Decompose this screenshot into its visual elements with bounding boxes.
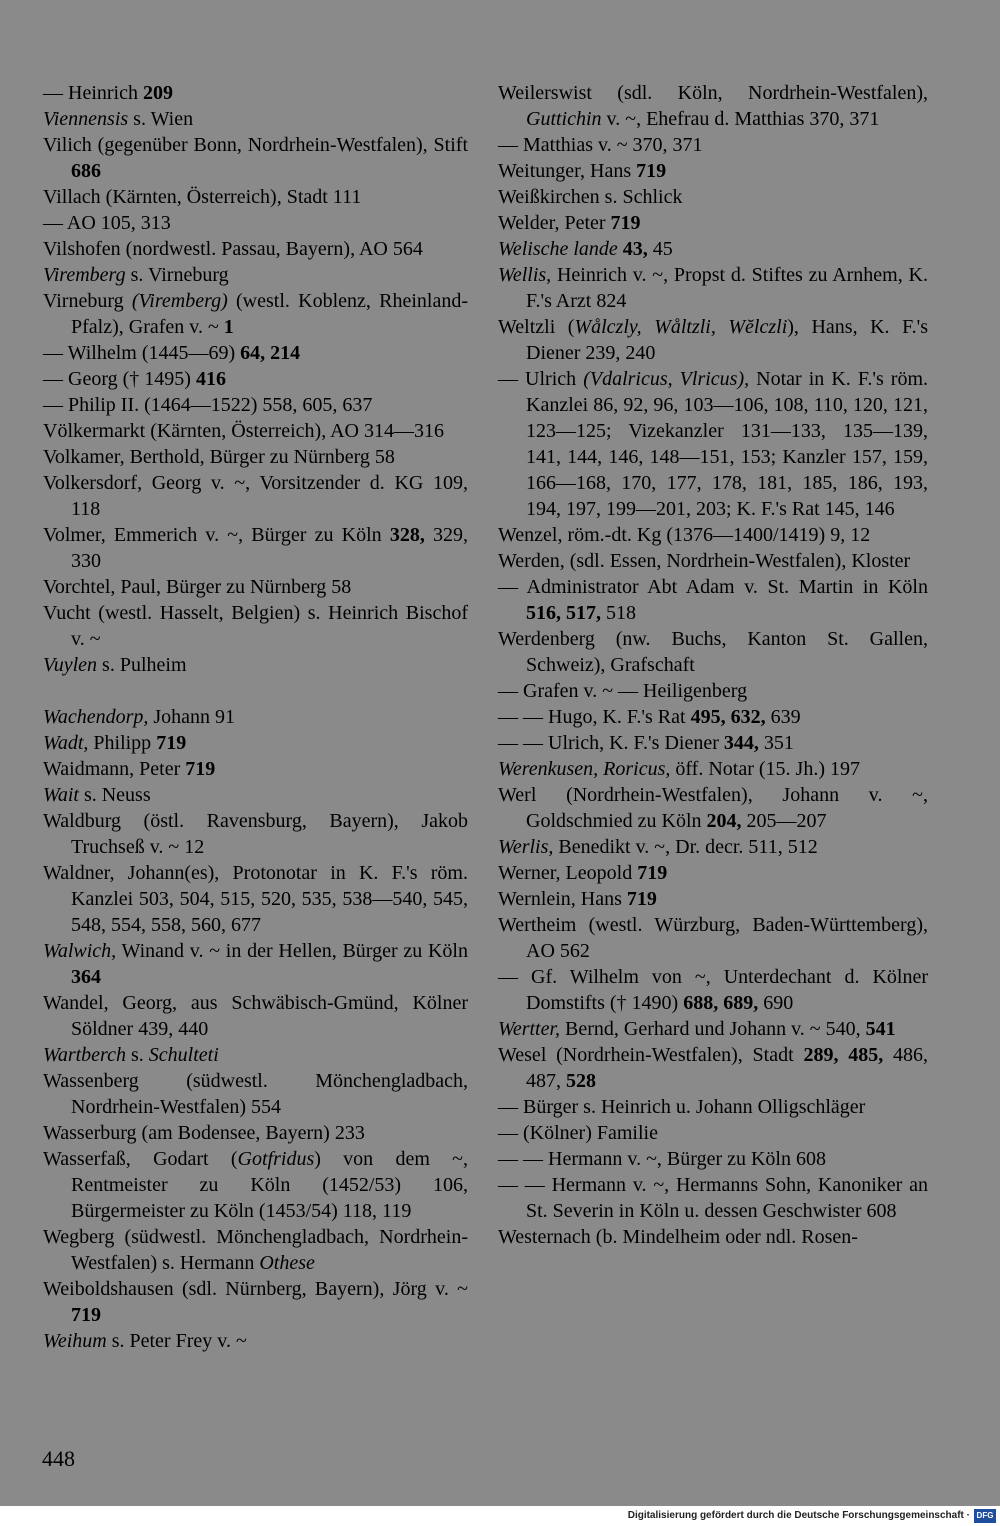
entry-text: — AO 105, 313	[43, 212, 171, 234]
entry-text: 518	[601, 602, 636, 624]
entry-text: Guttichin	[526, 108, 602, 130]
entry-text: Vucht (westl. Hasselt, Belgien) s. Heinrich Bischof v. ~	[43, 602, 468, 650]
entry-text: 719	[185, 758, 216, 780]
index-entry	[498, 886, 928, 912]
entry-text: Notar in K. F.'s röm. Kanzlei 86, 92, 96, 103—106, 108, 110, 120, 121, 123—125; Vizekanzler 131—133, 135—139, 141, 144, 146, 148—151, 153; Kanzler 157, 159, 166—168, 170, 177, 178, 181, 185, 186, 193, 194, 197, 199—201, 203; K. F.'s Rat 145, 146	[526, 368, 928, 520]
entry-text: s. Virneburg	[125, 264, 229, 286]
entry-text: Philipp	[88, 732, 157, 754]
index-entry	[43, 80, 468, 106]
entry-text: — Gf. Wilhelm von ~, Unterdechant d. Kölner Domstifts († 1490)	[498, 966, 928, 1014]
right-column	[498, 80, 928, 1250]
entry-text: 541	[865, 1018, 896, 1040]
index-entry	[43, 106, 468, 132]
entry-text: 719	[610, 212, 641, 234]
entry-text: Wassenberg (südwestl. Mönchengladbach, Nordrhein-Westfalen) 554	[43, 1070, 468, 1118]
entry-text: 688, 689,	[683, 992, 759, 1014]
index-entry	[43, 808, 468, 860]
entry-text: Wesel (Nordrhein-Westfalen), Stadt	[498, 1044, 804, 1066]
entry-text: — — Hugo, K. F.'s Rat	[498, 706, 691, 728]
entry-text: Völkermarkt (Kärnten, Österreich), AO 314—316	[43, 420, 444, 442]
entry-text: 1	[223, 316, 234, 338]
index-entry	[498, 1120, 928, 1146]
entry-text: — Grafen v. ~ — Heiligenberg	[498, 680, 748, 702]
index-entry	[498, 1146, 928, 1172]
entry-text: 204,	[706, 810, 742, 832]
entry-text: s. Pulheim	[97, 654, 187, 676]
entry-text: 719	[636, 160, 667, 182]
entry-text: Wålczly, Wåltzli, Wĕlczli	[574, 316, 788, 338]
entry-text: Wenzel, röm.-dt. Kg (1376—1400/1419) 9, 12	[498, 524, 871, 546]
index-entry	[498, 132, 928, 158]
entry-text: ), Hans, K. F.'s Diener 239, 240	[526, 316, 928, 364]
entry-text: Waldner, Johann(es), Protonotar in K. F.'s röm. Kanzlei 503, 504, 515, 520, 535, 538—540, 545, 548, 554, 558, 560, 677	[43, 862, 468, 936]
index-entry	[43, 236, 468, 262]
entry-text: ) von dem ~, Rentmeister zu Köln (1452/53) 106, Bürgermeister zu Köln (1453/54) 118, 119	[71, 1148, 468, 1222]
entry-text: Waidmann, Peter	[43, 758, 186, 780]
index-entry	[498, 834, 928, 860]
entry-text: Villach (Kärnten, Österreich), Stadt 111	[43, 186, 362, 208]
index-entry	[498, 184, 928, 210]
entry-text: v. ~, Ehefrau d. Matthias 370, 371	[601, 108, 880, 130]
index-entry	[43, 366, 468, 392]
entry-text: Othese	[259, 1252, 315, 1274]
index-entry	[43, 392, 468, 418]
entry-text: Werl (Nordrhein-Westfalen), Johann v. ~, Goldschmied zu Köln	[498, 784, 928, 832]
entry-text: Vilich (gegenüber Bonn, Nordrhein-Westfalen), Stift	[43, 134, 468, 156]
entry-text: Benedikt v. ~, Dr. decr. 511, 512	[553, 836, 818, 858]
page-number: 448	[42, 1446, 75, 1471]
index-entry	[498, 730, 928, 756]
index-entry	[498, 678, 928, 704]
index-entry	[43, 470, 468, 522]
index-entry	[498, 548, 928, 574]
entry-text: — — Hermann v. ~, Bürger zu Köln 608	[498, 1148, 826, 1170]
entry-text: Volmer, Emmerich v. ~, Bürger zu Köln	[43, 524, 390, 546]
entry-text: Wait	[43, 784, 79, 806]
entry-text: 719	[156, 732, 187, 754]
index-entry	[498, 626, 928, 678]
index-entry	[43, 444, 468, 470]
entry-text: — (Kölner) Familie	[498, 1122, 658, 1144]
entry-text: Werner, Leopold	[498, 862, 638, 884]
entry-text: 528	[566, 1070, 596, 1092]
index-entry	[43, 210, 468, 236]
entry-text: Wachendorp,	[43, 706, 149, 728]
left-column	[43, 80, 468, 1354]
entry-text: Werdenberg (nw. Buchs, Kanton St. Gallen, Schweiz), Grafschaft	[498, 628, 928, 676]
index-entry	[498, 964, 928, 1016]
entry-text: Heinrich v. ~, Propst d. Stiftes zu Arnhem, K. F.'s Arzt 824	[526, 264, 928, 312]
entry-text: Walwich,	[43, 940, 117, 962]
index-entry	[43, 1120, 468, 1146]
entry-text: Viremberg	[43, 264, 126, 286]
index-entry	[43, 860, 468, 938]
entry-text: Wadt,	[43, 732, 89, 754]
index-entry	[498, 912, 928, 964]
entry-text: — Bürger s. Heinrich u. Johann Olligschläger	[498, 1096, 866, 1118]
entry-text: 205—207	[741, 810, 827, 832]
index-entry	[43, 1146, 468, 1224]
entry-text: Wasserfaß, Godart (	[43, 1148, 238, 1170]
entry-text: — — Ulrich, K. F.'s Diener	[498, 732, 724, 754]
entry-text: 351	[758, 732, 794, 754]
index-entry	[498, 158, 928, 184]
entry-text: 416	[195, 368, 226, 390]
index-entry	[498, 262, 928, 314]
index-entry	[43, 704, 468, 730]
index-entry	[43, 184, 468, 210]
entry-text: Westernach (b. Mindelheim oder ndl. Rosen-	[498, 1226, 858, 1248]
entry-text: Wasserburg (am Bodensee, Bayern) 233	[43, 1122, 365, 1144]
index-entry	[498, 574, 928, 626]
entry-text: Volkamer, Berthold, Bürger zu Nürnberg 58	[43, 446, 395, 468]
entry-text: — Philip II. (1464—1522) 558, 605, 637	[43, 394, 373, 416]
entry-text: s.	[125, 1044, 149, 1066]
index-entry	[498, 1172, 928, 1224]
entry-text: Bernd, Gerhard und Johann v. ~ 540,	[560, 1018, 866, 1040]
entry-text: Werden, (sdl. Essen, Nordrhein-Westfalen), Kloster	[498, 550, 911, 572]
entry-text: Gotfridus	[237, 1148, 315, 1170]
entry-text: 719	[637, 862, 668, 884]
entry-text: 495, 632,	[690, 706, 766, 728]
entry-text: Wartberch	[43, 1044, 126, 1066]
index-entry	[43, 288, 468, 340]
entry-text: Virneburg	[43, 290, 132, 312]
entry-text: — Georg († 1495)	[43, 368, 196, 390]
entry-text: Wernlein, Hans	[498, 888, 627, 910]
entry-text: 364	[71, 966, 101, 988]
index-entry	[43, 600, 468, 652]
index-entry	[43, 574, 468, 600]
section-gap	[43, 678, 468, 704]
index-entry	[498, 1016, 928, 1042]
index-entry	[43, 522, 468, 574]
dfg-logo-icon: DFG	[974, 1509, 996, 1523]
index-entry	[43, 1068, 468, 1120]
footer-credit: Digitalisierung gefördert durch die Deutsche Forschungsgemeinschaft ·	[627, 1510, 970, 1521]
entry-text: 690	[758, 992, 794, 1014]
index-entry	[43, 132, 468, 184]
entry-text: (Vdalricus, Vlricus),	[583, 368, 750, 390]
index-entry	[43, 938, 468, 990]
entry-text: 686	[71, 160, 101, 182]
entry-text: (Viremberg)	[131, 290, 228, 312]
index-entry	[498, 522, 928, 548]
entry-text: 64, 214	[240, 342, 301, 364]
index-entry	[498, 236, 928, 262]
entry-text: Vorchtel, Paul, Bürger zu Nürnberg 58	[43, 576, 352, 598]
entry-text: 289, 485,	[803, 1044, 884, 1066]
entry-text: — Heinrich	[43, 82, 143, 104]
entry-text: — Wilhelm (1445—69)	[43, 342, 241, 364]
entry-text: Welische lande	[498, 238, 618, 260]
index-entry	[498, 860, 928, 886]
entry-text: Weltzli (	[498, 316, 575, 338]
index-entry	[43, 262, 468, 288]
entry-text: Wellis,	[498, 264, 552, 286]
entry-text: Weißkirchen s. Schlick	[498, 186, 683, 208]
entry-text: Welder, Peter	[498, 212, 611, 234]
entry-text: Schulteti	[148, 1044, 219, 1066]
index-entry	[43, 730, 468, 756]
entry-text: Weiboldshausen (sdl. Nürnberg, Bayern), Jörg v. ~	[43, 1278, 468, 1300]
entry-text: Waldburg (östl. Ravensburg, Bayern), Jakob Truchseß v. ~ 12	[43, 810, 468, 858]
entry-text: 639	[765, 706, 801, 728]
entry-text: Vilshofen (nordwestl. Passau, Bayern), AO 564	[43, 238, 423, 260]
entry-text: 719	[71, 1304, 101, 1326]
index-entry	[498, 210, 928, 236]
index-entry	[43, 782, 468, 808]
entry-text: Vuylen	[43, 654, 98, 676]
index-entry	[43, 990, 468, 1042]
entry-text: 43,	[622, 238, 648, 260]
entry-text: Werenkusen, Roricus,	[498, 758, 671, 780]
entry-text: Wertter,	[498, 1018, 561, 1040]
index-entry	[498, 1224, 928, 1250]
entry-text: Volkersdorf, Georg v. ~, Vorsitzender d. KG 109, 118	[43, 472, 468, 520]
index-entry	[498, 704, 928, 730]
entry-text: 45	[647, 238, 673, 260]
entry-text: Wandel, Georg, aus Schwäbisch-Gmünd, Kölner Söldner 439, 440	[43, 992, 468, 1040]
index-entry	[43, 1042, 468, 1068]
entry-text: 486, 487,	[526, 1044, 929, 1092]
entry-text: s. Neuss	[78, 784, 151, 806]
index-entry	[43, 652, 468, 678]
entry-text: 329, 330	[71, 524, 469, 572]
entry-text: 344,	[723, 732, 759, 754]
entry-text: Johann 91	[148, 706, 236, 728]
entry-text: — Ulrich	[498, 368, 584, 390]
index-entry	[498, 782, 928, 834]
entry-text: s. Wien	[128, 108, 194, 130]
entry-text: Weilerswist (sdl. Köln, Nordrhein-Westfalen),	[498, 82, 928, 104]
index-entry	[43, 340, 468, 366]
index-entry	[43, 418, 468, 444]
index-entry	[498, 756, 928, 782]
index-entry	[498, 1042, 928, 1094]
entry-text: Wegberg (südwestl. Mönchengladbach, Nordrhein-Westfalen) s. Hermann	[43, 1226, 468, 1274]
entry-text: — Administrator Abt Adam v. St. Martin in Köln	[498, 576, 928, 598]
index-entry	[43, 1224, 468, 1276]
index-entry	[498, 80, 928, 132]
entry-text: 719	[626, 888, 657, 910]
index-entry	[43, 1276, 468, 1328]
entry-text: — — Hermann v. ~, Hermanns Sohn, Kanoniker an St. Severin in Köln u. dessen Geschwister 608	[498, 1174, 928, 1222]
entry-text: Weitunger, Hans	[498, 160, 637, 182]
entry-text: Wertheim (westl. Würzburg, Baden-Württemberg), AO 562	[498, 914, 928, 962]
entry-text: Winand v. ~ in der Hellen, Bürger zu Köln	[116, 940, 468, 962]
index-entry	[498, 314, 928, 366]
entry-text: — Matthias v. ~ 370, 371	[498, 134, 703, 156]
entry-text: Werlis,	[498, 836, 554, 858]
entry-text: öff. Notar (15. Jh.) 197	[670, 758, 860, 780]
entry-text: Viennensis	[43, 108, 129, 130]
entry-text: 209	[142, 82, 173, 104]
index-entry	[43, 756, 468, 782]
entry-text: Weihum	[43, 1330, 107, 1352]
index-entry	[43, 1328, 468, 1354]
index-entry	[498, 1094, 928, 1120]
entry-text: 328,	[389, 524, 425, 546]
footer-bar	[0, 1506, 1000, 1526]
entry-text: (westl. Koblenz, Rheinland-Pfalz), Grafen v. ~	[71, 290, 469, 338]
entry-text: 516, 517,	[526, 602, 601, 624]
entry-text: s. Peter Frey v. ~	[106, 1330, 247, 1352]
index-entry	[498, 366, 928, 522]
